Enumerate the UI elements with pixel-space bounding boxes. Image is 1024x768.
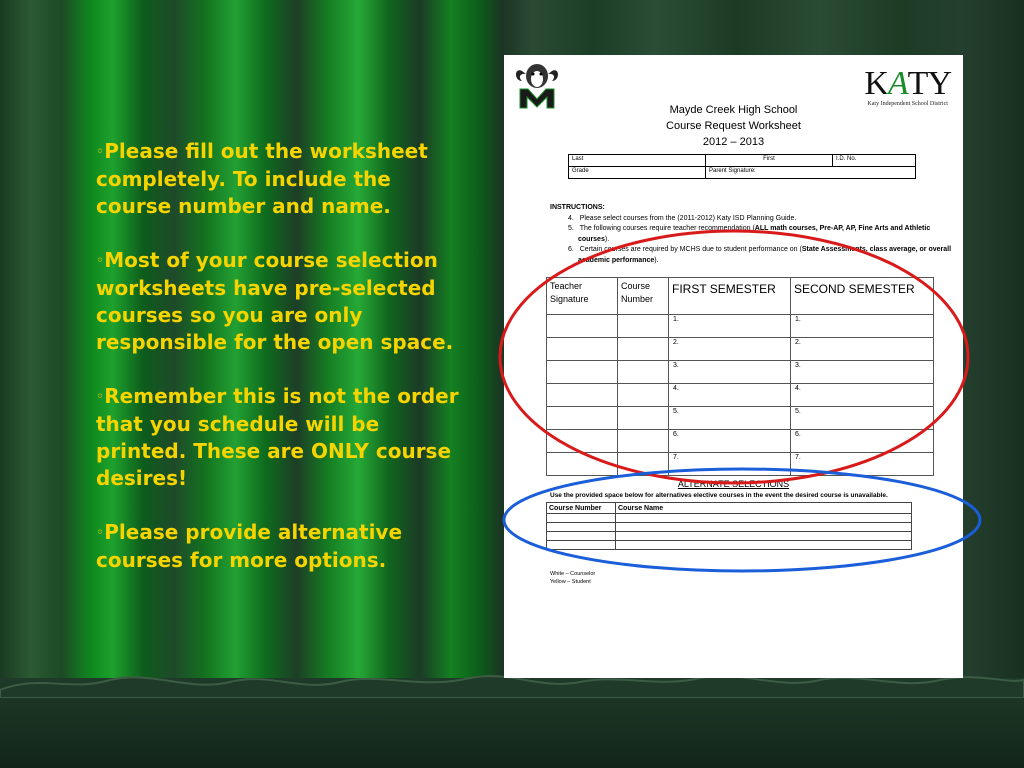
alt-course-name-cell[interactable] (616, 514, 912, 523)
first-name-field[interactable]: First (706, 155, 833, 167)
course-number-cell[interactable] (618, 384, 669, 407)
instruction-item: 5. The following courses require teacher recommendation (ALL math courses, Pre-AP, AP, Fine Arts and Athletic courses). (568, 225, 931, 243)
bullet-marker: ◦ (96, 253, 105, 269)
course-number-cell[interactable] (618, 338, 669, 361)
bullet-text: Most of your course selection worksheets have pre-selected courses so you are only responsible for the open space. (96, 248, 454, 354)
katy-a: A (887, 65, 908, 102)
katy-k: K (864, 65, 888, 102)
course-row (547, 338, 934, 361)
teacher-signature-cell[interactable] (547, 407, 618, 430)
school-year: 2012 – 2013 (702, 136, 765, 148)
course-selection-table (546, 277, 934, 476)
alt-course-number-cell[interactable] (547, 541, 616, 550)
instruction-item: 4. Please select courses from the (2011-2012) Katy ISD Planning Guide. (568, 214, 797, 222)
parent-signature-field[interactable]: Parent Signature: (706, 167, 916, 179)
second-semester-cell[interactable]: 7. (791, 453, 934, 476)
bullet-text: Please fill out the worksheet completely. To include the course number and name. (96, 139, 428, 218)
course-number-cell[interactable] (618, 430, 669, 453)
second-semester-cell[interactable]: 6. (791, 430, 934, 453)
course-number-cell[interactable] (618, 315, 669, 338)
instructions-heading: INSTRUCTIONS: (550, 204, 605, 211)
first-semester-cell[interactable]: 1. (669, 315, 791, 338)
grade-field[interactable]: Grade (569, 167, 706, 179)
teacher-signature-cell[interactable] (547, 338, 618, 361)
first-semester-cell[interactable]: 3. (669, 361, 791, 384)
course-row (547, 361, 934, 384)
course-number-cell[interactable] (618, 361, 669, 384)
teacher-signature-cell[interactable] (547, 430, 618, 453)
copy-distribution (550, 570, 595, 586)
bullet-text: Please provide alternative courses for more options. (96, 520, 403, 572)
katy-subtitle: Katy Independent School District (867, 101, 948, 107)
bullet-marker: ◦ (96, 389, 105, 405)
course-row (547, 430, 934, 453)
first-semester-cell[interactable]: 4. (669, 384, 791, 407)
second-semester-cell[interactable]: 1. (791, 315, 934, 338)
first-semester-cell[interactable]: 7. (669, 453, 791, 476)
first-semester-cell[interactable]: 5. (669, 407, 791, 430)
second-semester-cell[interactable]: 3. (791, 361, 934, 384)
alt-row (547, 532, 912, 541)
alternate-selections-table (546, 502, 912, 550)
second-semester-cell[interactable]: 5. (791, 407, 934, 430)
last-name-field[interactable]: Last (569, 155, 706, 167)
second-semester-cell[interactable]: 2. (791, 338, 934, 361)
bullet-not-order (96, 383, 466, 492)
course-number-cell[interactable] (618, 453, 669, 476)
bullet-marker: ◦ (96, 525, 105, 541)
bullet-fill-out (96, 138, 466, 220)
header-course-number: Course Number (618, 278, 669, 315)
course-request-worksheet (504, 55, 963, 678)
teacher-signature-cell[interactable] (547, 384, 618, 407)
instruction-bullets (96, 138, 466, 601)
header-second-semester: SECOND SEMESTER (791, 278, 934, 315)
bullet-preselected (96, 247, 466, 356)
alt-course-name-cell[interactable] (616, 532, 912, 541)
alternate-selections-title: ALTERNATE SELECTIONS (677, 479, 790, 489)
alt-row (547, 514, 912, 523)
first-semester-cell[interactable]: 6. (669, 430, 791, 453)
bullet-alternatives (96, 519, 466, 574)
teacher-signature-cell[interactable] (547, 361, 618, 384)
second-semester-cell[interactable]: 4. (791, 384, 934, 407)
alt-header-course-number: Course Number (547, 503, 616, 514)
bullet-marker: ◦ (96, 144, 105, 160)
header-teacher-signature: Teacher Signature (547, 278, 618, 315)
alt-course-number-cell[interactable] (547, 514, 616, 523)
alt-header-course-name: Course Name (616, 503, 912, 514)
copy-yellow: Yellow – Student (550, 579, 591, 585)
alt-course-number-cell[interactable] (547, 532, 616, 541)
worksheet-title (504, 102, 963, 150)
katy-ty: TY (907, 65, 951, 102)
course-row (547, 407, 934, 430)
school-name: Mayde Creek High School (669, 104, 798, 116)
header-first-semester: FIRST SEMESTER (669, 278, 791, 315)
alt-row (547, 523, 912, 532)
course-number-cell[interactable] (618, 407, 669, 430)
course-row (547, 384, 934, 407)
teacher-signature-cell[interactable] (547, 315, 618, 338)
bullet-text: Remember this is not the order that you schedule will be printed. These are ONLY course desires! (96, 384, 459, 490)
curtain-valance (0, 678, 1024, 768)
id-number-field[interactable]: I.D. No. (833, 155, 916, 167)
alt-row (547, 541, 912, 550)
worksheet-name: Course Request Worksheet (666, 120, 801, 132)
copy-white: White – Counselor (550, 571, 596, 577)
alternate-selections-description: Use the provided space below for alternatives elective courses in the event the desired course is unavailable. (550, 492, 888, 499)
teacher-signature-cell[interactable] (547, 453, 618, 476)
course-row (547, 453, 934, 476)
student-id-box (568, 154, 916, 179)
course-row (547, 315, 934, 338)
katy-isd-logo (864, 67, 951, 107)
alt-course-number-cell[interactable] (547, 523, 616, 532)
first-semester-cell[interactable]: 2. (669, 338, 791, 361)
alt-course-name-cell[interactable] (616, 541, 912, 550)
instructions (550, 203, 955, 266)
alt-course-name-cell[interactable] (616, 523, 912, 532)
instruction-item: 6. Certain courses are required by MCHS due to student performance on (State Assessments, class average, or overall academic performance). (568, 246, 952, 264)
